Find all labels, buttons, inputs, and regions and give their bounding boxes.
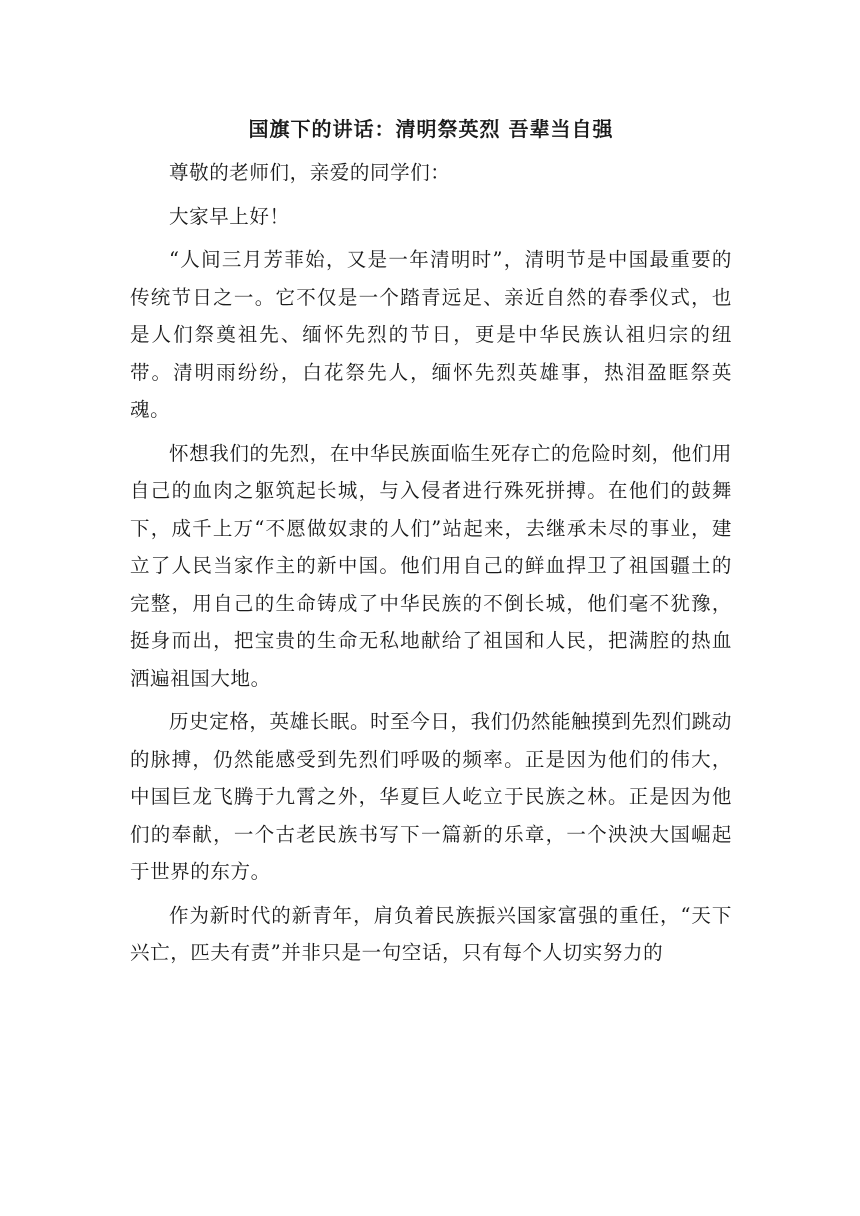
opening-line: 大家早上好！ — [169, 204, 290, 228]
document-title: 国旗下的讲话：清明祭英烈 吾辈当自强 — [248, 117, 614, 141]
paragraph-history: 历史定格，英雄长眠。时至今日，我们仍然能触摸到先烈们跳动的脉搏，仍然能感受到先烈们呼吸的频率。正是因为他们的伟大，中国巨龙飞腾于九霄之外，华夏巨人屹立于民族之林。正是因为他们的奉献，一个古老民族书写下一篇新的乐章，一个泱泱大国崛起于世界的东方。 — [130, 710, 732, 883]
paragraph-qingming-intro: “人间三月芳菲始，又是一年清明时”，清明节是中国最重要的传统节日之一。它不仅是一个踏青远足、亲近自然的春季仪式，也是人们祭奠祖先、缅怀先烈的节日，更是中华民族认祖归宗的纽带。清明雨纷纷，白花祭先人，缅怀先烈英雄事，热泪盈眶祭英魂。 — [130, 248, 732, 421]
greeting-line: 尊敬的老师们，亲爱的同学们： — [169, 161, 451, 184]
document-body — [130, 110, 732, 978]
paragraph-new-youth: 作为新时代的新青年，肩负着民族振兴国家富强的重任，“天下兴亡，匹夫有责”并非只是一句空话，只有每个人切实努力的 — [130, 903, 732, 964]
paragraph-martyrs-memory: 怀想我们的先烈，在中华民族面临生死存亡的危险时刻，他们用自己的血肉之躯筑起长城，与入侵者进行殊死拼搏。在他们的鼓舞下，成千上万“不愿做奴隶的人们”站起来，去继承未尽的事业，建立了人民当家作主的新中国。他们用自己的鲜血捍卫了祖国疆土的完整，用自己的生命铸成了中华民族的不倒长城，他们毫不犹豫，挺身而出，把宝贵的生命无私地献给了祖国和人民，把满腔的热血洒遍祖国大地。 — [130, 441, 732, 690]
